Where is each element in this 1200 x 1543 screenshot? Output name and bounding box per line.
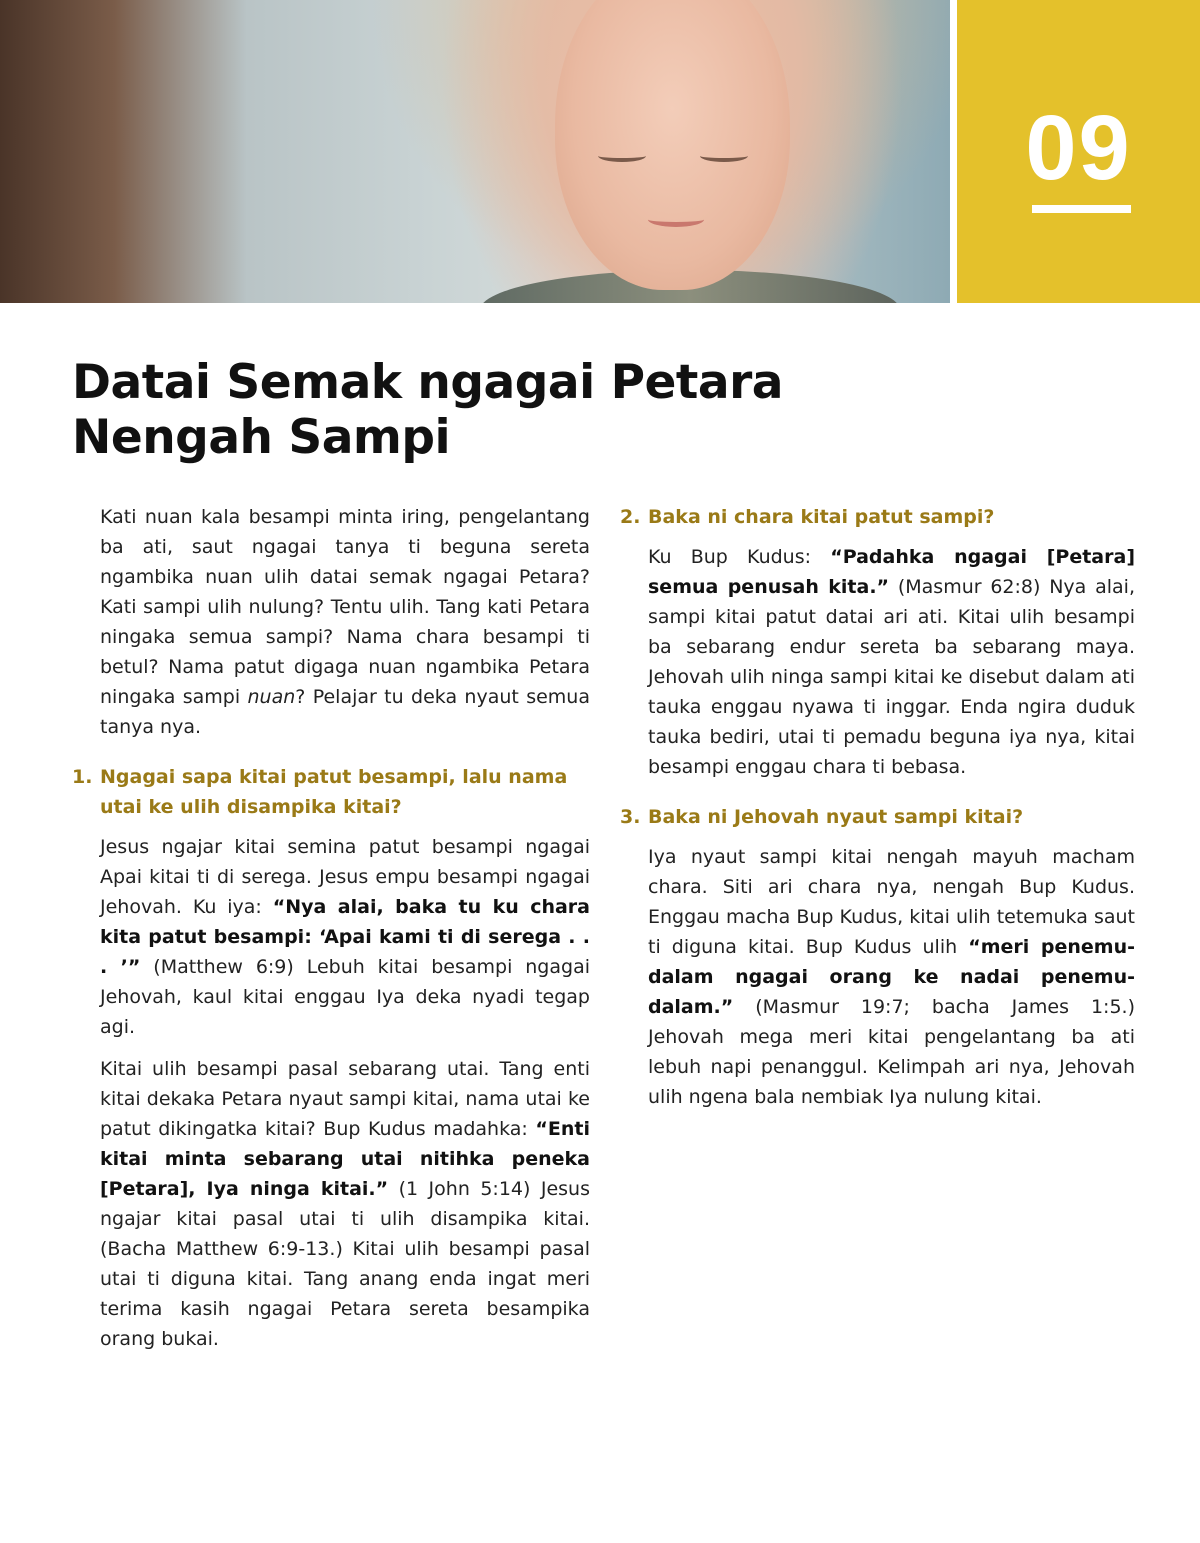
section-1-paragraph-1 <box>72 832 590 1042</box>
section-3-p1-text-a: Iya nyaut sampi kitai nengah mayuh macham chara. Siti ari chara nya, nengah Bup Kudus. Enggau macha Bup Kudus, kitai ulih tetemuka saut ti diguna kitai. Bup Kudus ulih <box>648 846 1135 958</box>
chapter-badge <box>957 0 1200 303</box>
question-1-text: Ngagai sapa kitai patut besampi, lalu nama utai ke ulih disampika kitai? <box>100 766 568 818</box>
section-1-p2-text-b: (1 John 5:14) Jesus ngajar kitai pasal utai ti ulih disampika kitai. (Bacha Matthew 6:9-13.) Kitai ulih besampi pasal utai ti diguna kitai. Tang anang enda ingat meri terima kasih ngagai Petara sereta besampika orang bukai. <box>100 1178 591 1350</box>
question-3 <box>620 802 1135 832</box>
question-2-number: 2. <box>620 506 641 528</box>
section-1-p2-text-a: Kitai ulih besampi pasal sebarang utai. Tang enti kitai dekaka Petara nyaut sampi kitai, nama utai ke patut dikingatka kitai? Bup Kudus madahka: <box>100 1058 590 1140</box>
header-photo <box>0 0 950 303</box>
page-title-line1: Datai Semak ngagai Petara <box>72 355 783 410</box>
section-2-paragraph-1 <box>620 542 1135 782</box>
photo-eye-right <box>700 150 748 162</box>
intro-paragraph <box>72 502 590 742</box>
right-column <box>620 502 1135 1124</box>
chapter-underline <box>1032 205 1131 213</box>
intro-text-a: Kati nuan kala besampi minta iring, pengelantang ba ati, saut ngagai tanya ti beguna sereta ngambika nuan ulih datai semak ngagai Petara? Kati sampi ulih nulung? Tentu ulih. Tang kati Petara ningaka semua sampi? Nama chara besampi ti betul? Nama patut digaga nuan ngambika Petara ningaka sampi <box>100 506 590 708</box>
question-1-number: 1. <box>72 766 93 788</box>
question-1 <box>72 762 590 822</box>
section-2-p1-quote: “Padahka ngagai [Petara] semua penusah kita.” <box>648 546 1135 598</box>
section-1-p1-text-a: Jesus ngajar kitai semina patut besampi ngagai Apai kitai ti di serega. Jesus empu besampi ngagai Jehovah. Ku iya: <box>100 836 590 918</box>
page-title-line2: Nengah Sampi <box>72 410 451 465</box>
question-3-number: 3. <box>620 806 641 828</box>
section-3-p1-quote: “meri penemu-dalam ngagai orang ke nadai penemu-dalam.” <box>648 936 1135 1018</box>
question-2-text: Baka ni chara kitai patut sampi? <box>648 506 995 528</box>
intro-emphasis: nuan <box>247 686 296 708</box>
intro-text-b: ? Pelajar tu deka nyaut semua tanya nya. <box>100 686 590 738</box>
section-1-p1-quote: “Nya alai, baka tu ku chara kita patut besampi: ‘Apai kami ti di serega . . . ’” <box>100 896 590 978</box>
question-3-text: Baka ni Jehovah nyaut sampi kitai? <box>648 806 1024 828</box>
section-2-p1-text-a: Ku Bup Kudus: <box>648 546 831 568</box>
section-1-p2-quote: “Enti kitai minta sebarang utai nitihka peneka [Petara], Iya ninga kitai.” <box>100 1118 590 1200</box>
photo-eye-left <box>598 150 646 162</box>
chapter-number: 09 <box>1025 97 1132 199</box>
photo-mouth <box>648 212 704 227</box>
woman-eyes-closed-photo <box>555 0 790 290</box>
question-2 <box>620 502 1135 532</box>
section-3-paragraph-1 <box>620 842 1135 1112</box>
left-column <box>72 502 590 1366</box>
section-2-p1-text-b: (Masmur 62:8) Nya alai, sampi kitai patut datai ari ati. Kitai ulih besampi ba sebarang endur sereta ba sebarang maya. Jehovah ulih ninga sampi kitai ke disebut dalam ati tauka enggau nyawa ti inggar. Enda ngira duduk tauka bediri, utai ti pemadu beguna iya nya, kitai besampi enggau chara ti bebasa. <box>648 576 1135 778</box>
section-1-paragraph-2 <box>72 1054 590 1354</box>
section-3-p1-text-b: (Masmur 19:7; bacha James 1:5.) Jehovah mega meri kitai pengelantang ba ati lebuh napi penanggul. Kelimpah ari nya, Jehovah ulih ngena bala nembiak Iya nulung kitai. <box>648 996 1135 1108</box>
section-1-p1-text-b: (Matthew 6:9) Lebuh kitai besampi ngagai Jehovah, kaul kitai enggau Iya deka nyadi tegap agi. <box>100 956 590 1038</box>
page-title <box>72 355 972 465</box>
